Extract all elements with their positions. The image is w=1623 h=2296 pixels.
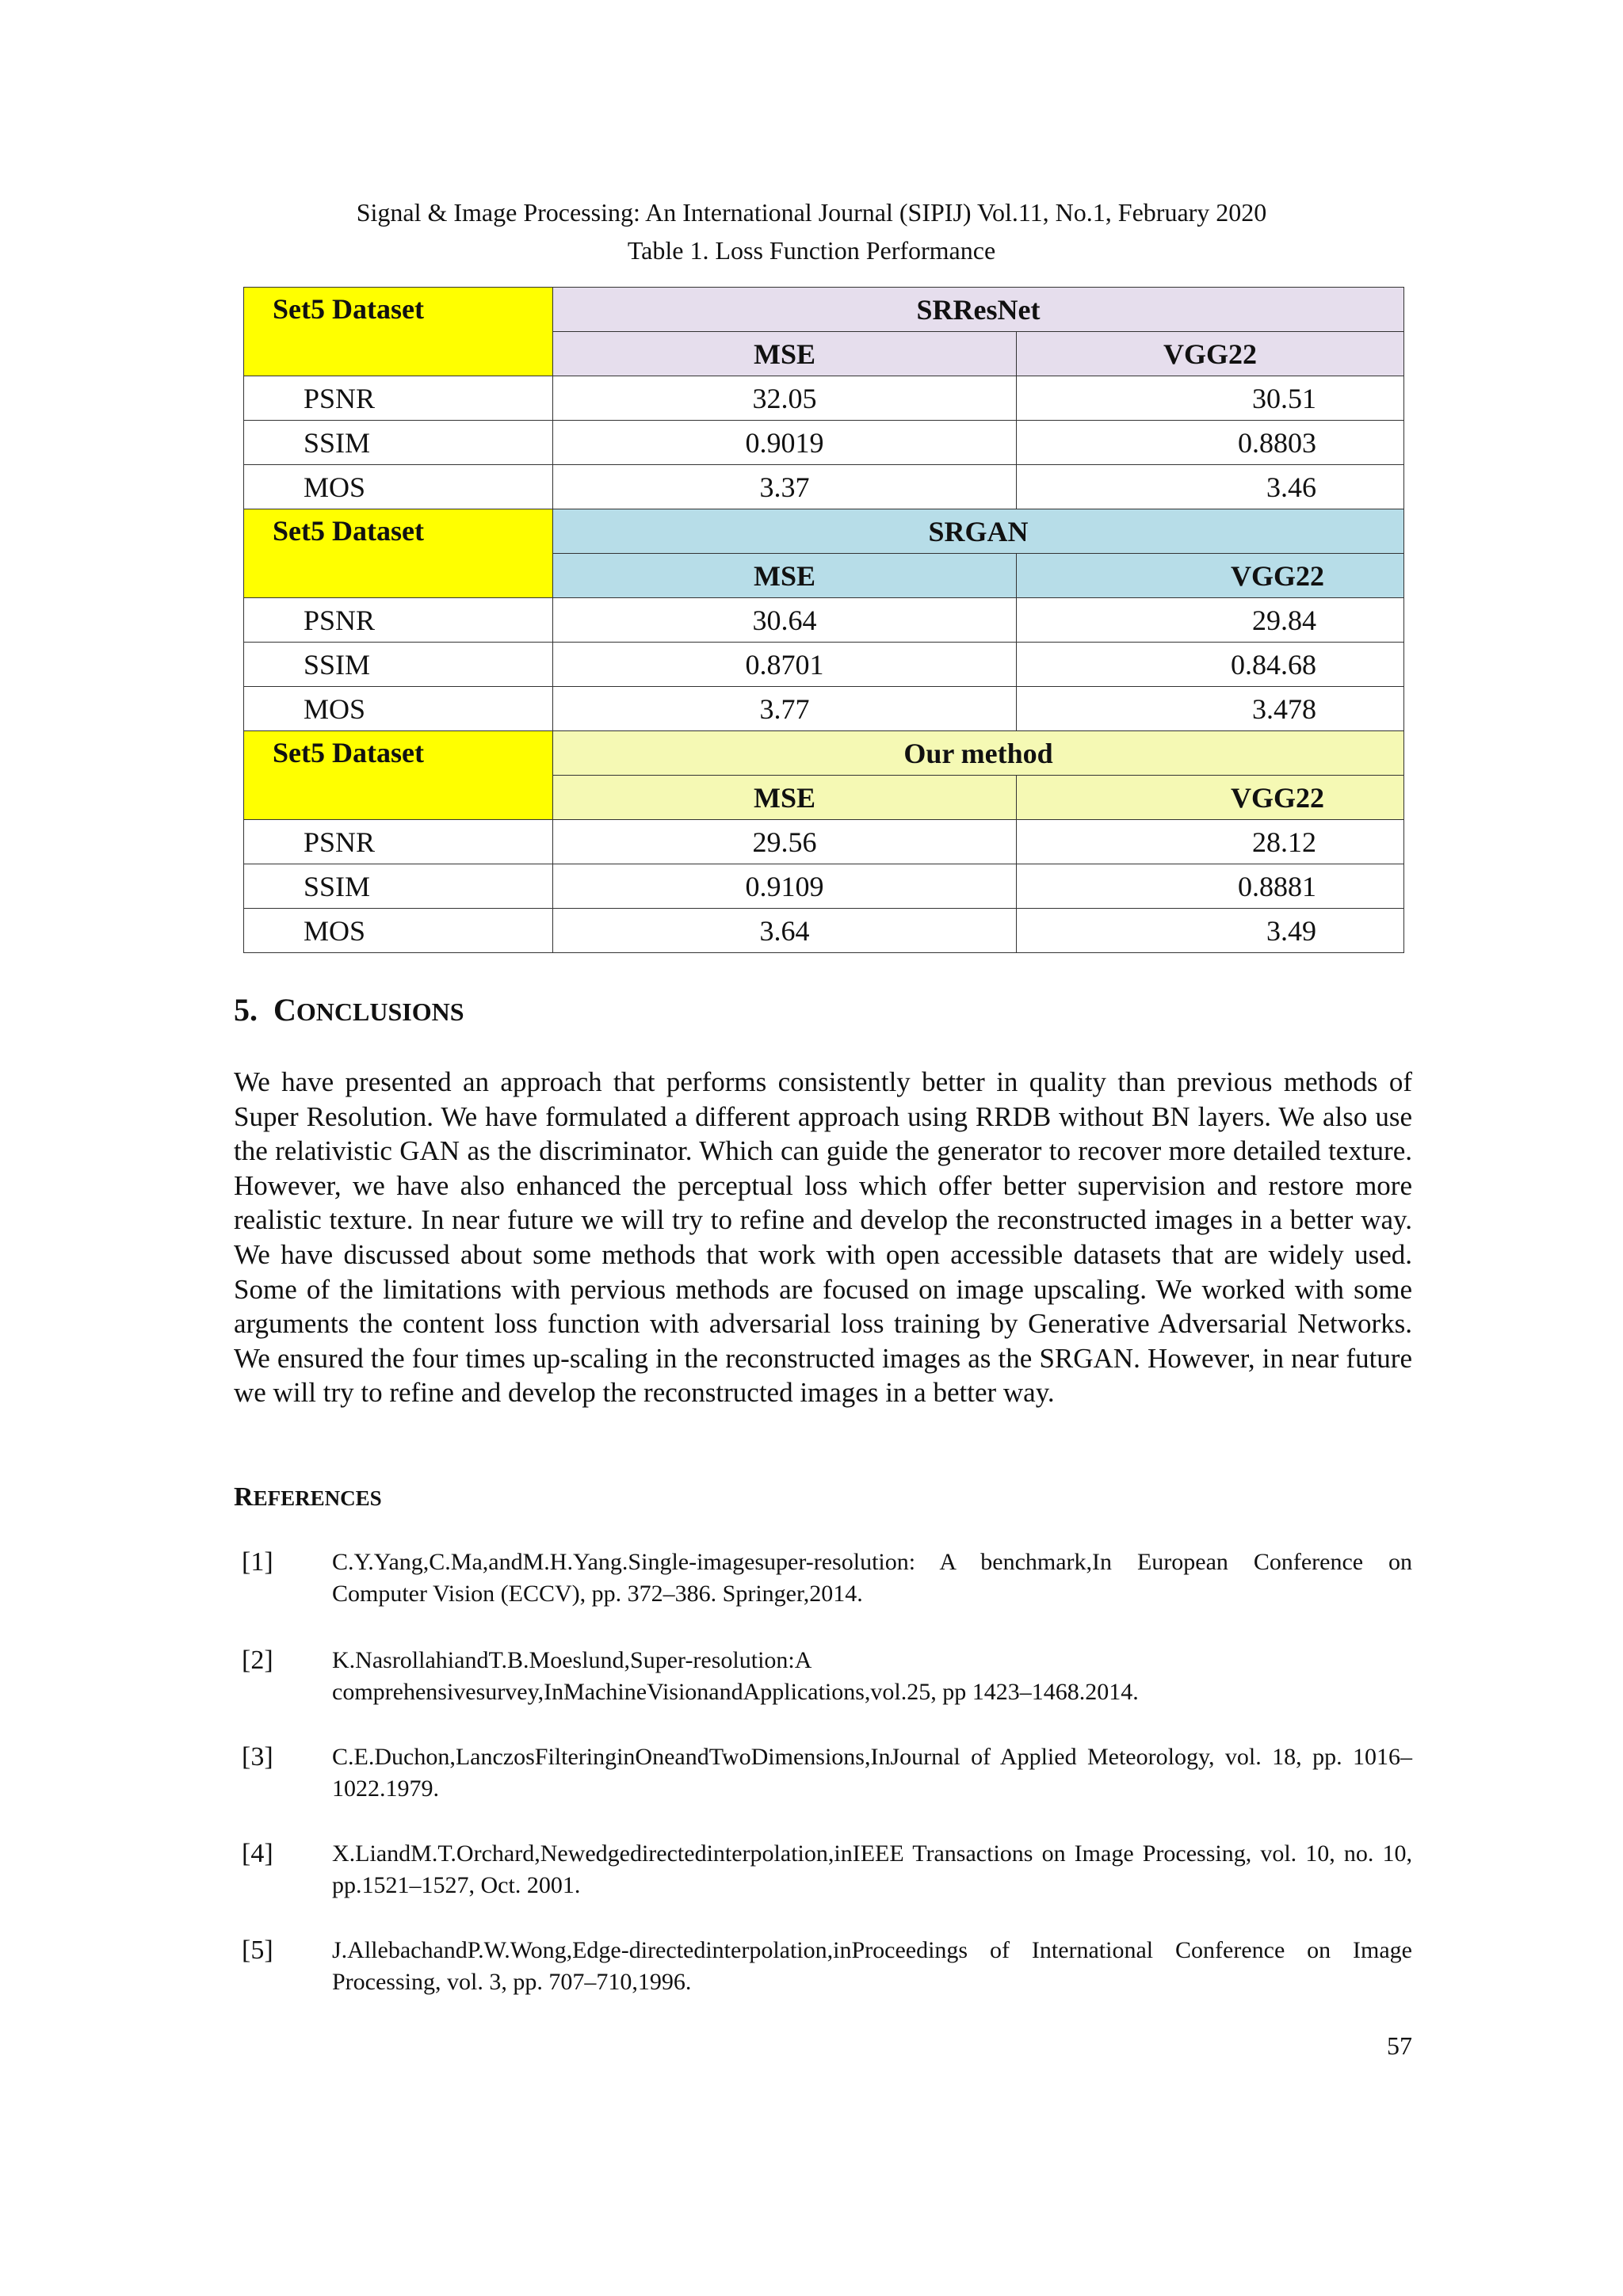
table-row — [244, 909, 1404, 953]
table-row — [244, 643, 1404, 687]
table-row — [244, 687, 1404, 731]
section-title-initial: C — [273, 992, 296, 1028]
value-vgg22: 28.12 — [1017, 820, 1404, 864]
metric-label: SSIM — [244, 421, 553, 465]
value-vgg22: 3.478 — [1017, 687, 1404, 731]
metric-label: MOS — [244, 465, 553, 509]
dataset-label: Set5 Dataset — [244, 509, 553, 598]
table-row — [244, 465, 1404, 509]
column-header-mse: MSE — [553, 332, 1017, 376]
reference-item — [234, 1838, 1412, 1901]
reference-text: X.LiandM.T.Orchard,Newedgedirectedinterpolation,inIEEE Transactions on Image Processing, vol. 10, no. 10, pp.1521–1527, Oct. 2001. — [332, 1840, 1412, 1898]
column-header-vgg22: VGG22 — [1017, 554, 1404, 598]
value-vgg22: 29.84 — [1017, 598, 1404, 643]
reference-item — [234, 1935, 1412, 1998]
column-header-vgg22: VGG22 — [1017, 332, 1404, 376]
dataset-label: Set5 Dataset — [244, 731, 553, 820]
method-header: SRResNet — [553, 288, 1404, 332]
metric-label: MOS — [244, 687, 553, 731]
reference-item — [234, 1547, 1412, 1610]
value-mse: 29.56 — [553, 820, 1017, 864]
reference-number: [4] — [242, 1839, 273, 1868]
reference-text: K.NasrollahiandT.B.Moeslund,Super-resolution:A comprehensivesurvey,InMachineVisionandApplications,vol.25, pp 1423–1468.2014. — [332, 1647, 1139, 1705]
value-mse: 32.05 — [553, 376, 1017, 421]
reference-text: C.Y.Yang,C.Ma,andM.H.Yang.Single-imagesuper-resolution: A benchmark,In European Conference on Computer Vision (ECCV), pp. 372–386. Springer,2014. — [332, 1549, 1412, 1607]
column-header-vgg22: VGG22 — [1017, 776, 1404, 820]
table-caption: Table 1. Loss Function Performance — [627, 236, 996, 265]
value-vgg22: 0.8881 — [1017, 864, 1404, 909]
table-row — [244, 731, 1404, 776]
running-header: Signal & Image Processing: An International Journal (SIPIJ) Vol.11, No.1, February 2020 — [356, 198, 1267, 227]
reference-number: [2] — [242, 1646, 273, 1675]
table-row — [244, 376, 1404, 421]
reference-number: [3] — [242, 1742, 273, 1772]
section-title-rest: ONCLUSIONS — [296, 997, 464, 1026]
value-vgg22: 0.8803 — [1017, 421, 1404, 465]
value-mse: 3.64 — [553, 909, 1017, 953]
value-vgg22: 3.49 — [1017, 909, 1404, 953]
reference-text: J.AllebachandP.W.Wong,Edge-directedinterpolation,inProceedings of International Conference on Image Processing, vol. 3, pp. 707–710,1996. — [332, 1937, 1412, 1995]
reference-number: [5] — [242, 1936, 273, 1965]
metric-label: SSIM — [244, 643, 553, 687]
metric-label: PSNR — [244, 598, 553, 643]
table-row — [244, 509, 1404, 554]
column-header-mse: MSE — [553, 554, 1017, 598]
value-mse: 30.64 — [553, 598, 1017, 643]
references-title-rest: EFERENCES — [253, 1486, 382, 1510]
references-title-initial: R — [234, 1482, 254, 1512]
table-row — [244, 421, 1404, 465]
value-vgg22: 0.84.68 — [1017, 643, 1404, 687]
page-number: 57 — [1387, 2031, 1412, 2060]
table-row — [244, 820, 1404, 864]
dataset-label: Set5 Dataset — [244, 288, 553, 376]
value-mse: 0.9019 — [553, 421, 1017, 465]
section-heading-conclusions — [234, 990, 464, 1032]
metric-label: PSNR — [244, 376, 553, 421]
value-mse: 0.8701 — [553, 643, 1017, 687]
value-vgg22: 30.51 — [1017, 376, 1404, 421]
reference-item — [234, 1645, 1412, 1708]
table-row — [244, 864, 1404, 909]
metric-label: PSNR — [244, 820, 553, 864]
reference-item — [234, 1741, 1412, 1805]
metric-label: MOS — [244, 909, 553, 953]
table-row — [244, 288, 1404, 332]
table-row — [244, 598, 1404, 643]
value-vgg22: 3.46 — [1017, 465, 1404, 509]
metric-label: SSIM — [244, 864, 553, 909]
reference-text: C.E.Duchon,LanczosFilteringinOneandTwoDimensions,InJournal of Applied Meteorology, vol. 18, pp. 1016–1022.1979. — [332, 1744, 1412, 1802]
value-mse: 0.9109 — [553, 864, 1017, 909]
method-header: SRGAN — [553, 509, 1404, 554]
loss-function-table — [243, 287, 1404, 953]
value-mse: 3.37 — [553, 465, 1017, 509]
method-header: Our method — [553, 731, 1404, 776]
section-number: 5. — [234, 992, 258, 1028]
value-mse: 3.77 — [553, 687, 1017, 731]
conclusions-paragraph: We have presented an approach that performs consistently better in quality than previous methods of Super Resolution. We have formulated a different approach using RRDB without BN layers. We also use the relativistic GAN as the discriminator. Which can guide the generator to recover more detailed texture. However, we have also enhanced the perceptual loss which offer better supervision and restore more realistic texture. In near future we will try to refine and develop the reconstructed images in a better way. We have discussed about some methods that work with open accessible datasets that are widely used. Some of the limitations with pervious methods are focused on image upscaling. We worked with some arguments the content loss function with adversarial loss training by Generative Adversarial Networks. We ensured the four times up-scaling in the reconstructed images as the SRGAN. However, in near future we will try to refine and develop the reconstructed images in a better way. — [234, 1066, 1412, 1409]
section-heading-references — [234, 1480, 382, 1516]
column-header-mse: MSE — [553, 776, 1017, 820]
reference-number: [1] — [242, 1547, 273, 1577]
